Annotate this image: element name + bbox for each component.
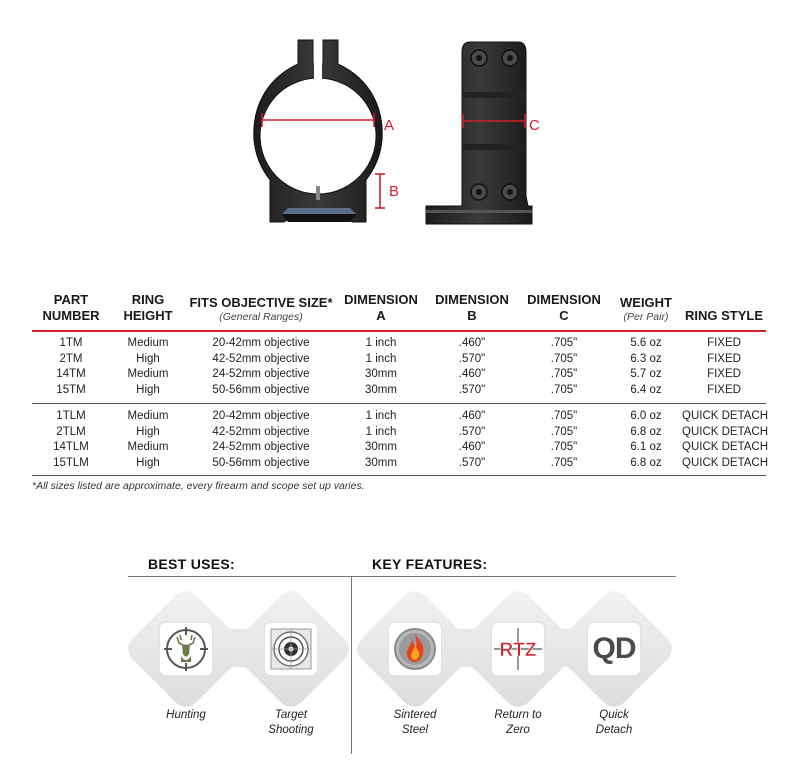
key-features-title: KEY FEATURES: (372, 556, 488, 572)
rtz-icon-text: RTZ (499, 640, 537, 661)
table-cell: FIXED (707, 337, 741, 349)
table-cell: QUICK DETACH (682, 456, 769, 469)
table-cell: 30mm (365, 456, 397, 469)
table-cell: 6.1 oz (630, 441, 662, 453)
table-cell: Medium (127, 368, 169, 380)
table-cell: 20-42mm objective (212, 410, 310, 422)
table-cell: 1TLM (56, 410, 86, 422)
table-cell: 1 inch (365, 425, 397, 438)
feature-badge-target (222, 580, 360, 718)
table-cell: 6.4 oz (630, 383, 662, 396)
header-ring-style: RING STYLE (684, 308, 763, 323)
header-dimension-a: DIMENSION A (344, 292, 418, 323)
table-cell: 6.3 oz (630, 352, 662, 365)
side-ring-view (426, 42, 540, 224)
table-cell: .705" (550, 441, 578, 453)
table-cell: .570" (458, 352, 486, 365)
table-cell: 1 inch (365, 410, 397, 422)
spec-table (32, 292, 769, 476)
table-cell: 1 inch (365, 337, 397, 349)
target-icon (265, 623, 317, 675)
dimension-a-label: A (384, 117, 395, 134)
table-cell: High (136, 352, 160, 365)
table-cell: QUICK DETACH (682, 441, 769, 453)
table-cell: 50-56mm objective (212, 383, 310, 396)
table-cell: .705" (550, 383, 578, 396)
quick-detach-ring-group (32, 404, 769, 476)
table-cell: 6.8 oz (630, 456, 662, 469)
table-cell: 15TLM (53, 456, 89, 469)
header-part-number: PART NUMBER (42, 292, 100, 323)
caption-return-to-zero: Return to Zero (494, 709, 542, 736)
dimension-c-label: C (529, 117, 540, 134)
qd-icon (588, 623, 640, 675)
table-cell: FIXED (707, 352, 741, 365)
header-ring-height: RING HEIGHT (123, 292, 173, 323)
table-cell: .705" (550, 456, 578, 469)
table-cell: 2TLM (56, 425, 86, 438)
table-cell: 1TM (59, 337, 83, 349)
table-cell: .570" (458, 456, 486, 469)
table-cell: 5.7 oz (630, 368, 662, 380)
table-cell: High (136, 456, 160, 469)
footnote: *All sizes listed are approximate, every firearm and scope set up varies. (32, 480, 365, 492)
table-cell: FIXED (707, 383, 741, 396)
table-cell: 14TLM (53, 441, 89, 453)
table-cell: 42-52mm objective (212, 352, 310, 365)
table-cell: QUICK DETACH (682, 425, 769, 438)
table-row (32, 383, 766, 404)
table-cell: .460" (458, 410, 486, 422)
flame-icon (389, 623, 441, 675)
table-cell: High (136, 425, 160, 438)
table-cell: .570" (458, 383, 486, 396)
caption-quick-detach: Quick Detach (595, 709, 633, 736)
scope-ring-diagram (0, 0, 800, 260)
header-fits-objective: FITS OBJECTIVE SIZE* (General Ranges) (189, 295, 333, 323)
table-cell: 2TM (59, 352, 83, 365)
table-cell: .705" (550, 352, 578, 365)
table-row (32, 352, 766, 368)
table-row (32, 456, 766, 476)
table-cell: 5.6 oz (630, 337, 662, 349)
header-dimension-b: DIMENSION B (435, 292, 509, 323)
table-cell: .705" (550, 425, 578, 438)
feature-badge-quick-detach (545, 580, 683, 718)
section-rule (128, 576, 676, 577)
header-weight: WEIGHT (Per Pair) (620, 295, 672, 323)
table-cell: 42-52mm objective (212, 425, 310, 438)
table-row (32, 367, 766, 383)
table-cell: 1 inch (365, 352, 397, 365)
table-cell: QUICK DETACH (682, 410, 769, 422)
table-cell: .460" (458, 368, 486, 380)
table-cell: 30mm (365, 441, 397, 453)
table-cell: 20-42mm objective (212, 337, 310, 349)
table-row (32, 331, 766, 352)
table-cell: Medium (127, 441, 169, 453)
qd-icon-text: QD (592, 632, 636, 665)
table-cell: .570" (458, 425, 486, 438)
caption-target-shooting: Target Shooting (268, 709, 314, 736)
table-cell: Medium (127, 410, 169, 422)
caption-sintered-steel: Sintered Steel (393, 709, 437, 736)
table-cell: 24-52mm objective (212, 368, 310, 380)
table-row (32, 404, 766, 425)
table-cell: 6.8 oz (630, 425, 662, 438)
table-cell: FIXED (707, 368, 741, 380)
front-ring-view (254, 40, 399, 222)
table-cell: 6.0 oz (630, 410, 662, 422)
table-cell: .705" (550, 410, 578, 422)
table-cell: 30mm (365, 383, 397, 396)
table-cell: Medium (127, 337, 169, 349)
table-cell: 50-56mm objective (212, 456, 310, 469)
table-header-row (32, 292, 766, 331)
rtz-icon (492, 623, 544, 675)
dimension-b-label: B (389, 183, 400, 200)
header-dimension-c: DIMENSION C (527, 292, 601, 323)
best-uses-title: BEST USES: (148, 556, 236, 572)
table-cell: 15TM (56, 383, 86, 396)
table-row (32, 425, 766, 441)
table-cell: .705" (550, 337, 578, 349)
fixed-ring-group (32, 331, 766, 404)
table-cell: .460" (458, 441, 486, 453)
table-cell: 14TM (56, 368, 86, 380)
table-cell: 24-52mm objective (212, 441, 310, 453)
caption-hunting: Hunting (166, 709, 206, 721)
table-cell: .705" (550, 368, 578, 380)
table-cell: .460" (458, 337, 486, 349)
deer-crosshair-icon (160, 623, 212, 675)
table-cell: 30mm (365, 368, 397, 380)
table-row (32, 440, 766, 456)
table-cell: High (136, 383, 160, 396)
